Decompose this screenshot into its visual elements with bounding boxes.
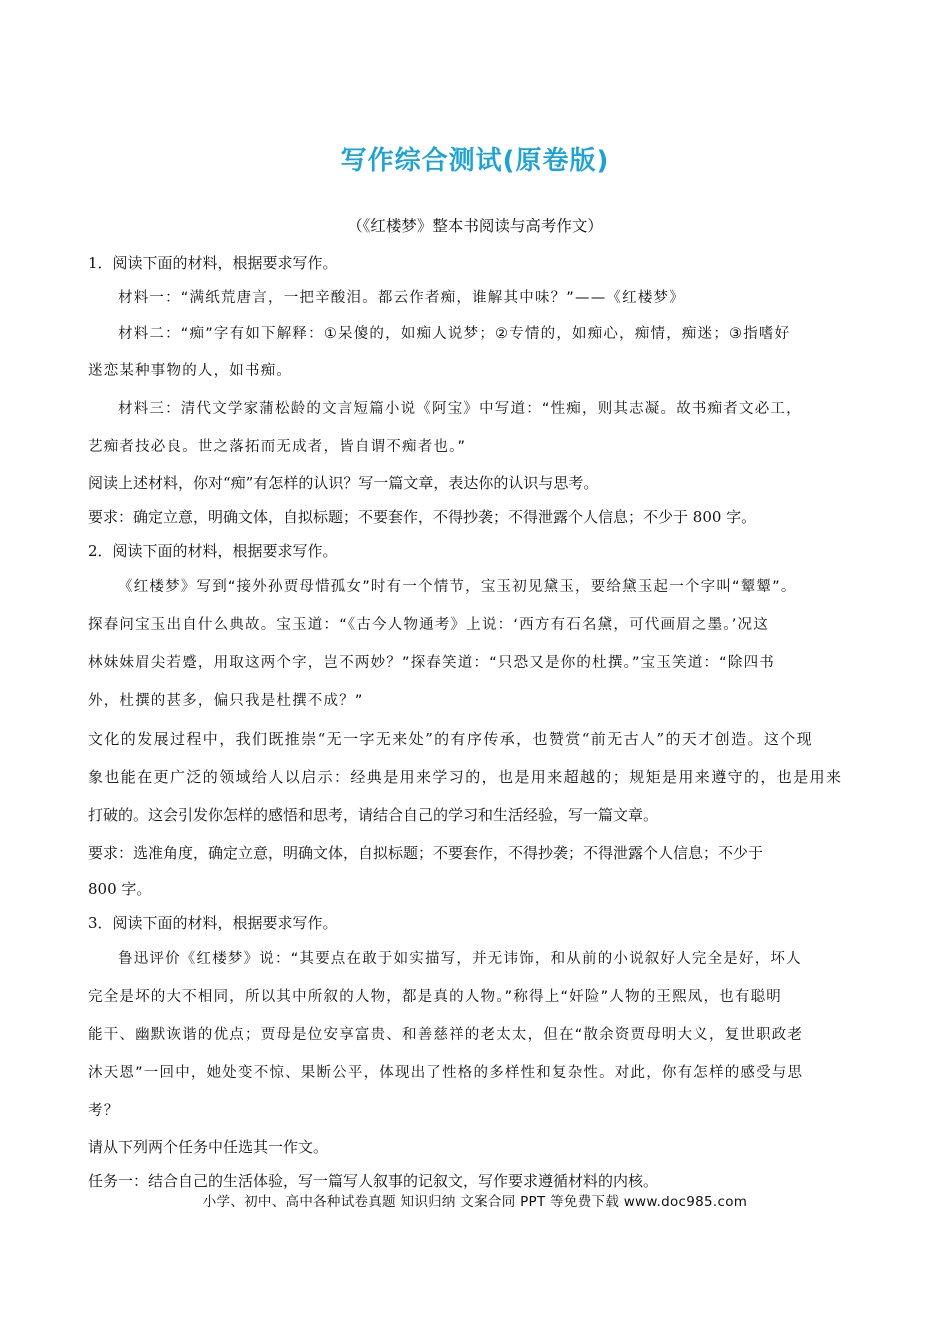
instruction-line: 象也能在更广泛的领域给人以启示：经典是用来学习的，也是用来超越的；规矩是用来遵守的，也是用来 — [88, 768, 843, 786]
requirement-line: 要求：选准角度，确定立意，明确文体，自拟标题；不要套作，不得抄袭；不得泄露个人信息；不少于 — [88, 844, 764, 862]
material-line: 探春问宝玉出自什么典故。宝玉道：“《古今人物通考》上说：‘西方有石名黛，可代画眉之墨。’况这 — [88, 617, 769, 633]
instruction-line: 文化的发展过程中，我们既推崇“无一字无来处”的有序传承，也赞赏“前无古人”的天才创造。这个现 — [88, 730, 814, 748]
material-line: 能干、幽默诙谐的优点；贾母是位安享富贵、和善慈祥的老太太，但在“散余资贾母明大义，复世职政老 — [88, 1027, 804, 1043]
question-2-prompt: 2．阅读下面的材料，根据要求写作。 — [88, 542, 338, 560]
instruction-line: 阅读上述材料，你对“痴”有怎样的认识？写一篇文章，表达你的认识与思考。 — [88, 474, 599, 492]
material-line: 迷恋某种事物的人，如书痴。 — [88, 363, 293, 379]
task-line: 任务一：结合自己的生活体验，写一篇写人叙事的记叙文，写作要求遵循材料的内核。 — [88, 1172, 659, 1190]
requirement-line: 800 字。 — [88, 880, 152, 898]
question-1-prompt: 1．阅读下面的材料，根据要求写作。 — [88, 254, 338, 272]
material-line: 鲁迅评价《红楼梦》说：“其要点在敢于如实描写，并无讳饰，和从前的小说叙好人完全是好，坏人 — [118, 951, 802, 967]
material-line: 外，杜撰的甚多，偏只我是杜撰不成？” — [88, 693, 364, 709]
document-body — [88, 246, 864, 1198]
page-footer: 小学、初中、高中各种试卷真题 知识归纳 文案合同 PPT 等免费下载 www.doc985.com — [202, 1194, 748, 1210]
material-line: 材料二：“痴”字有如下解释：①呆傻的，如痴人说梦；②专情的，如痴心，痴情，痴迷；③指嗜好 — [118, 326, 791, 342]
question-3-prompt: 3．阅读下面的材料，根据要求写作。 — [88, 914, 338, 932]
material-line: 材料三：清代文学家蒲松龄的文言短篇小说《阿宝》中写道：“性痴，则其志凝。故书痴者文必工， — [118, 401, 802, 417]
page-title: 写作综合测试(原卷版) — [340, 146, 610, 176]
material-line: 艺痴者技必良。世之落拓而无成者，皆自谓不痴者也。” — [88, 439, 467, 455]
material-line: 林妹妹眉尖若蹙，用取这两个字，岂不两妙？”探春笑道：“只恐又是你的杜撰。”宝玉笑道：“除四书 — [88, 655, 775, 671]
page-subtitle: （《红楼梦》整本书阅读与高考作文） — [347, 217, 603, 235]
instruction-line: 请从下列两个任务中任选其一作文。 — [88, 1138, 329, 1156]
material-line: 完全是坏的大不相同，所以其中所叙的人物，都是真的人物。”称得上“奸险”人物的王熙凤，也有聪明 — [88, 989, 782, 1005]
material-line: 《红楼梦》写到“接外孙贾母惜孤女”时有一个情节，宝玉初见黛玉，要给黛玉起一个字叫“颦颦”。 — [118, 579, 797, 595]
instruction-line: 打破的。这会引发你怎样的感悟和思考，请结合自己的学习和生活经验，写一篇文章。 — [88, 806, 659, 824]
requirement-line: 要求：确定立意，明确文体，自拟标题；不要套作，不得抄袭；不得泄露个人信息；不少于 800 字。 — [88, 508, 757, 526]
material-line: 沐天恩”一回中，她处变不惊、果断公平，体现出了性格的多样性和复杂性。对此，你有怎样的感受与思 — [88, 1065, 804, 1081]
material-line: 材料一：“满纸荒唐言，一把辛酸泪。都云作者痴，谁解其中味？”——《红楼梦》 — [118, 290, 685, 306]
material-line: 考？ — [88, 1103, 120, 1119]
